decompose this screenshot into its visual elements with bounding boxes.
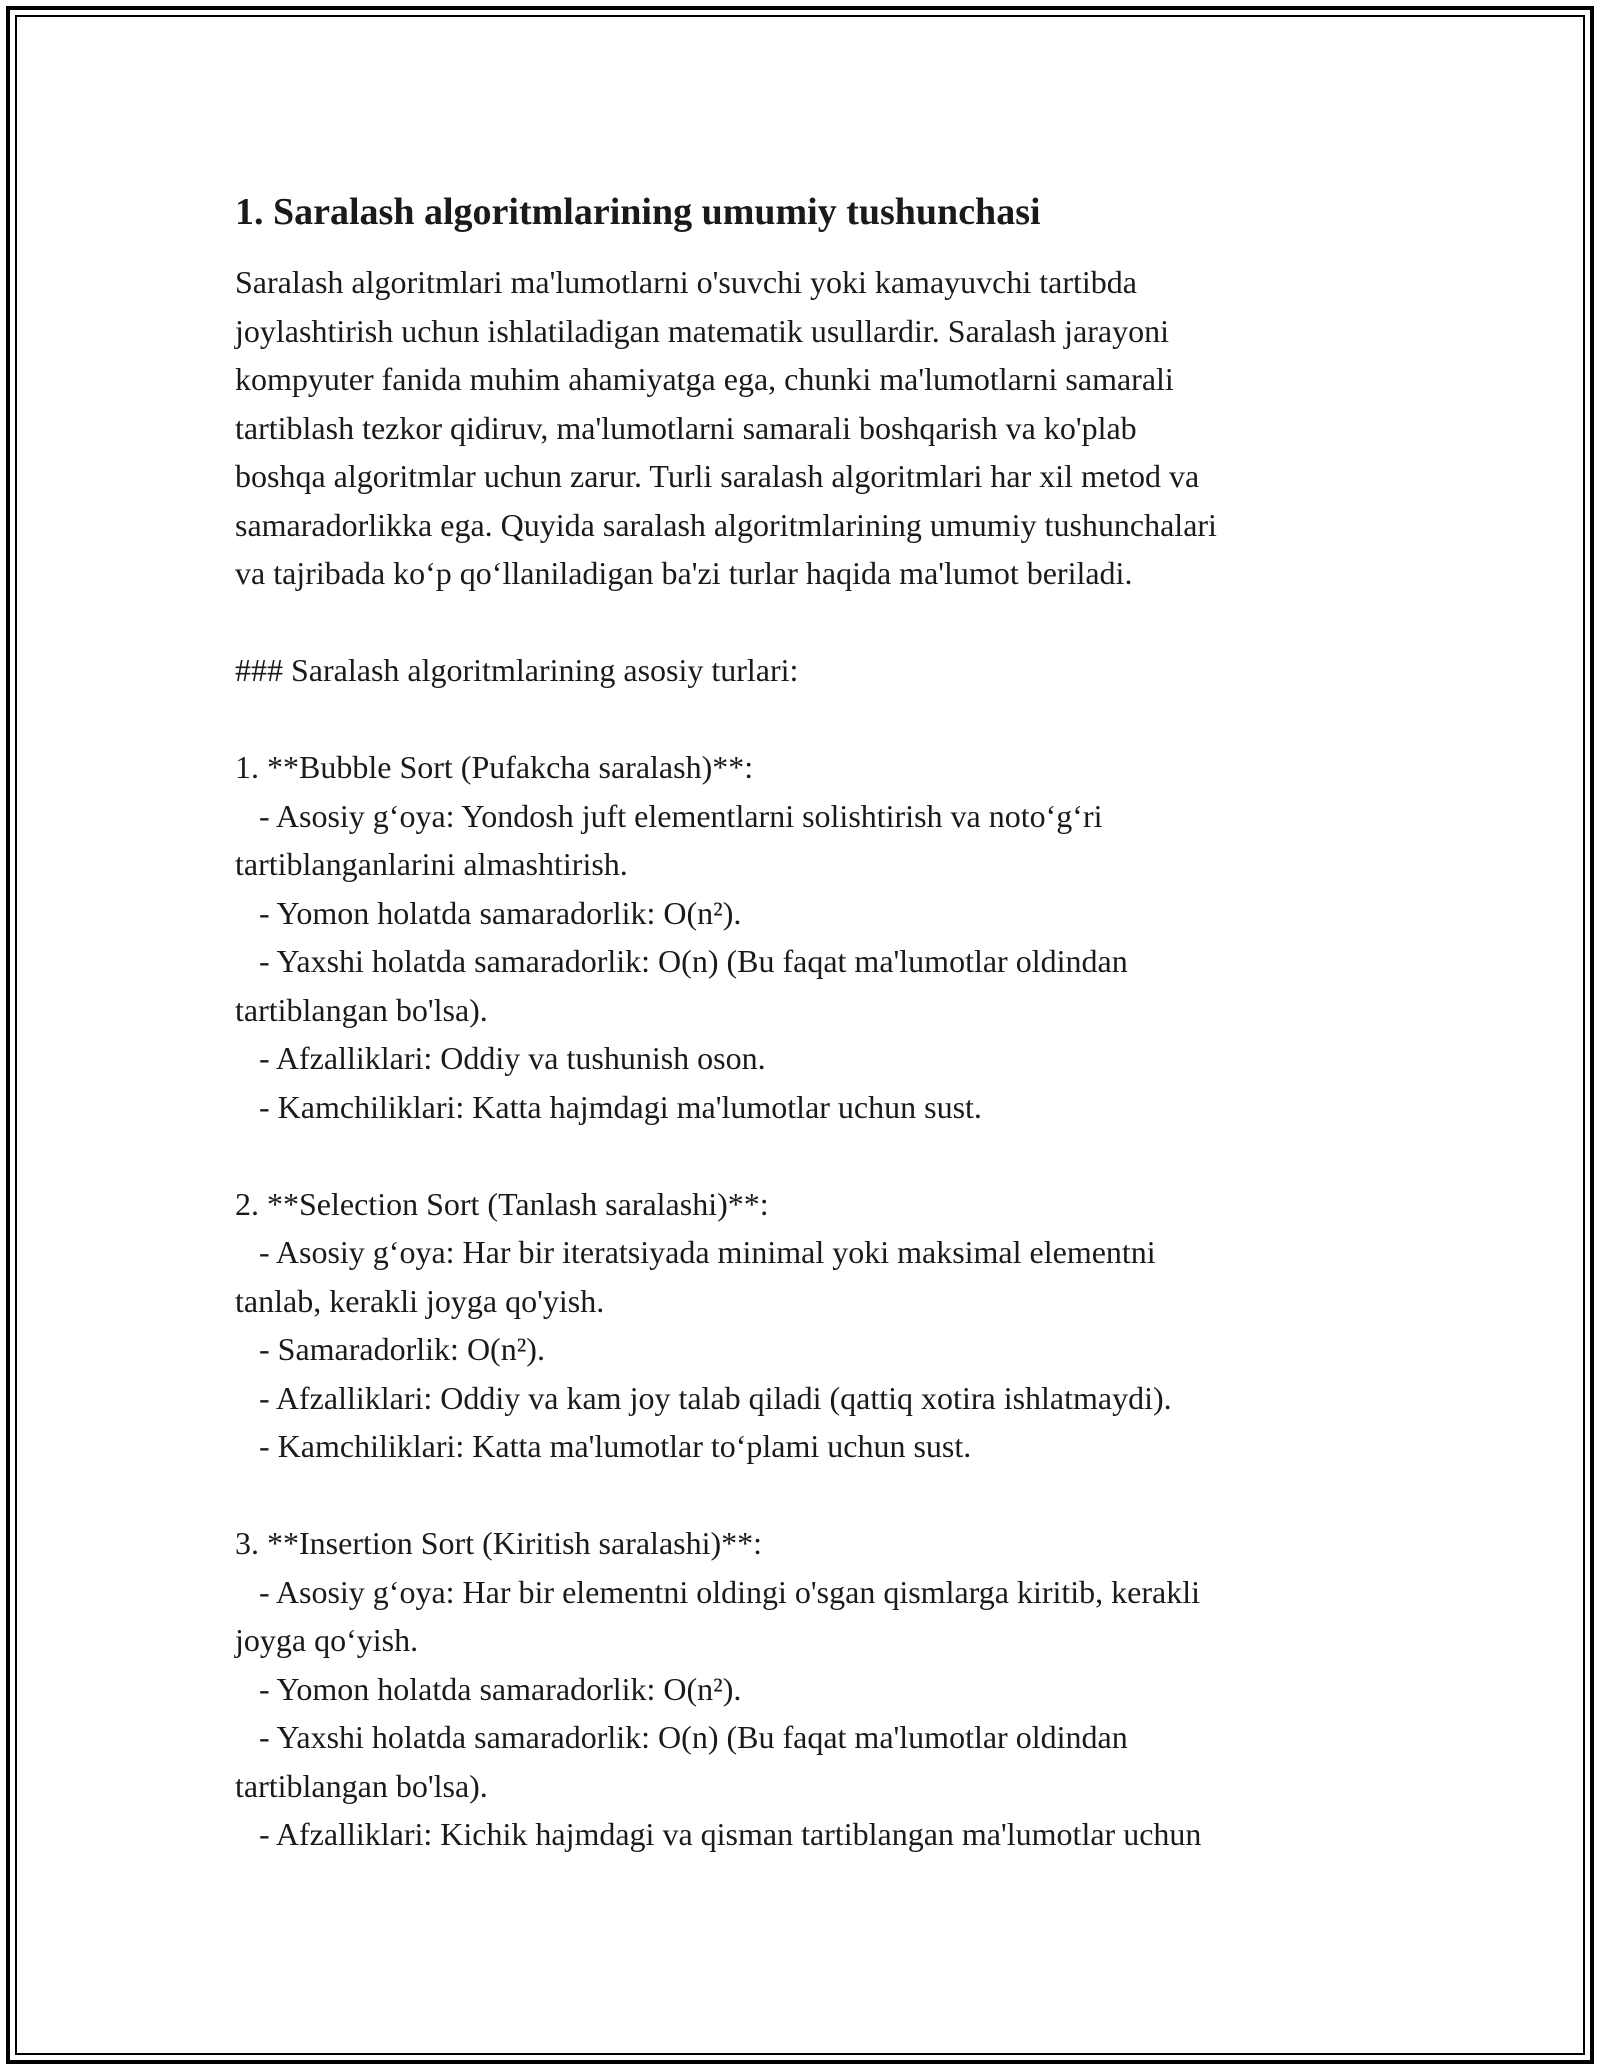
document-heading: 1. Saralash algoritmlarining umumiy tushunchasi: [235, 191, 1041, 233]
section-title-selection-sort: 2. **Selection Sort (Tanlash saralashi)**:: [235, 1185, 769, 1222]
spacer: [235, 598, 1385, 647]
document-body: [235, 188, 1385, 1859]
spacer: [235, 695, 1385, 744]
section-title-bubble-sort: 1. **Bubble Sort (Pufakcha saralash)**:: [235, 749, 754, 785]
spacer: [235, 1131, 1385, 1180]
section-title-insertion-sort: 3. **Insertion Sort (Kiritish saralashi)**:: [235, 1525, 763, 1561]
section-body-insertion-sort: - Asosiy g‘oya: Har bir elementni oldingi o'sgan qismlarga kiritib, kerakli joyga qo‘yish. - Yomon holatda samaradorlik: O(n²). - Yaxshi holatda samaradorlik: O(n) (Bu faqat ma'lumotlar oldindan tartiblangan bo'lsa). - Afzalliklari: Kichik hajmdagi va qisman tartiblangan ma'lumotlar uchun: [235, 1573, 1202, 1852]
intro-paragraph: Saralash algoritmlari ma'lumotlarni o'suvchi yoki kamayuvchi tartibda joylashtirish uchun ishlatiladigan matematik usullardir. Saralash jarayoni kompyuter fanida muhim ahamiyatga ega, chunki ma'lumotlarni samarali tartiblash tezkor qidiruv, ma'lumotlarni samarali boshqarish va ko'plab boshqa algoritmlar uchun zarur. Turli saralash algoritmlari har xil metod va samaradorlikka ega. Quyida saralash algoritmlarining umumiy tushunchalari va tajribada ko‘p qo‘llaniladigan ba'zi turlar haqida ma'lumot beriladi.: [235, 264, 1217, 591]
section-body-selection-sort: - Asosiy g‘oya: Har bir iteratsiyada minimal yoki maksimal elementni tanlab, kerakli joyga qo'yish. - Samaradorlik: O(n²). - Afzalliklari: Oddiy va kam joy talab qiladi (qattiq xotira ishlatmaydi). - Kamchiliklari: Katta ma'lumotlar to‘plami uchun sust.: [235, 1234, 1172, 1464]
subheading: ### Saralash algoritmlarining asosiy turlari:: [235, 652, 799, 688]
spacer: [235, 1471, 1385, 1520]
section-body-bubble-sort: - Asosiy g‘oya: Yondosh juft elementlarni solishtirish va noto‘g‘ri tartiblanganlarini almashtirish. - Yomon holatda samaradorlik: O(n²). - Yaxshi holatda samaradorlik: O(n) (Bu faqat ma'lumotlar oldindan tartiblangan bo'lsa). - Afzalliklari: Oddiy va tushunish oson. - Kamchiliklari: Katta hajmdagi ma'lumotlar uchun sust.: [235, 797, 1128, 1125]
